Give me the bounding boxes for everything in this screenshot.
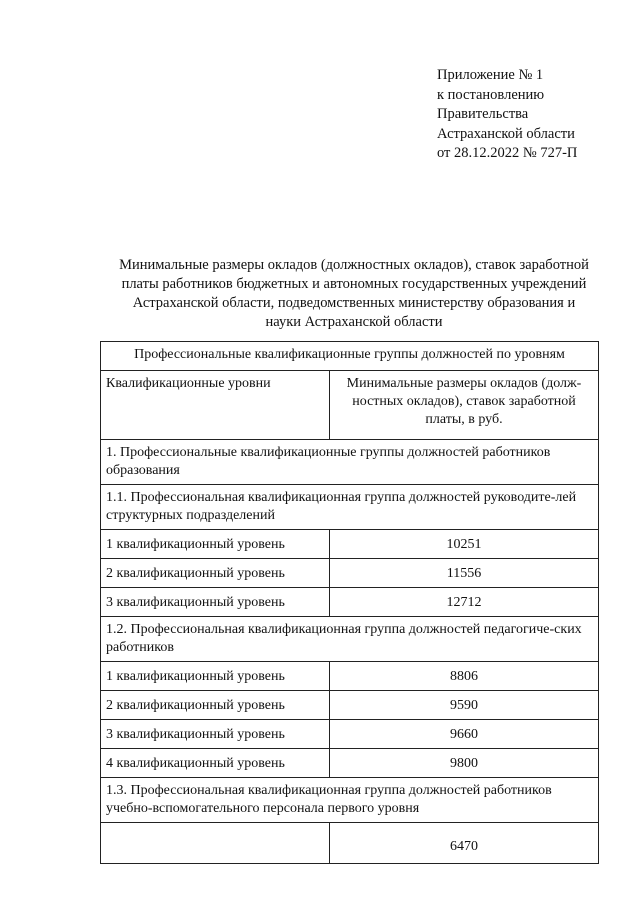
level-cell: 3 квалификационный уровень: [101, 588, 330, 617]
salary-cell: 9800: [330, 749, 599, 778]
level-cell: 2 квалификационный уровень: [101, 559, 330, 588]
level-cell: 2 квалификационный уровень: [101, 691, 330, 720]
annex-line: Приложение № 1: [437, 67, 544, 83]
table-row: [101, 823, 599, 864]
level-cell: 4 квалификационный уровень: [101, 749, 330, 778]
annex-block: [437, 66, 627, 164]
table-row: [101, 720, 599, 749]
annex-line: Астраханской области: [437, 125, 575, 142]
level-cell: 1 квалификационный уровень: [101, 662, 330, 691]
table-row: [101, 749, 599, 778]
level-cell: [101, 823, 330, 864]
salary-cell: 6470: [330, 823, 599, 864]
title-line: Астраханской области, подведомственных министерству образования и: [132, 295, 576, 311]
level-cell: 1 квалификационный уровень: [101, 530, 330, 559]
group-heading: 1.3. Профессиональная квалификационная группа должностей работников учебно-вспомогательного персонала первого уровня: [101, 778, 599, 823]
table-row: [101, 530, 599, 559]
salary-cell: 9660: [330, 720, 599, 749]
salary-table: [100, 341, 599, 864]
table-row: [101, 662, 599, 691]
annex-line: от 28.12.2022 № 727-П: [437, 145, 578, 161]
level-cell: 3 квалификационный уровень: [101, 720, 330, 749]
table-row: [101, 691, 599, 720]
document-title: [100, 256, 608, 332]
table-row: [101, 588, 599, 617]
title-line: платы работников бюджетных и автономных государственных учреждений: [121, 276, 587, 292]
annex-line: к постановлению: [437, 86, 545, 103]
column-header-min-salary: Минимальные размеры окладов (долж-ностных окладов), ставок заработной платы, в руб.: [330, 371, 599, 440]
group-heading: 1.2. Профессиональная квалификационная группа должностей педагогиче-ских работников: [101, 617, 599, 662]
title-line: науки Астраханской области: [265, 314, 443, 330]
salary-cell: 12712: [330, 588, 599, 617]
salary-cell: 9590: [330, 691, 599, 720]
table-row: [101, 559, 599, 588]
table-header-groups: Профессиональные квалификационные группы должностей по уровням: [101, 342, 599, 371]
section-heading: 1. Профессиональные квалификационные группы должностей работников образования: [101, 440, 599, 485]
salary-cell: 10251: [330, 530, 599, 559]
salary-cell: 11556: [330, 559, 599, 588]
group-heading: 1.1. Профессиональная квалификационная группа должностей руководите-лей структурных подразделений: [101, 485, 599, 530]
title-line: Минимальные размеры окладов (должностных окладов), ставок заработной: [119, 257, 589, 273]
column-header-levels: Квалификационные уровни: [101, 371, 330, 440]
salary-cell: 8806: [330, 662, 599, 691]
annex-line: Правительства: [437, 106, 529, 122]
